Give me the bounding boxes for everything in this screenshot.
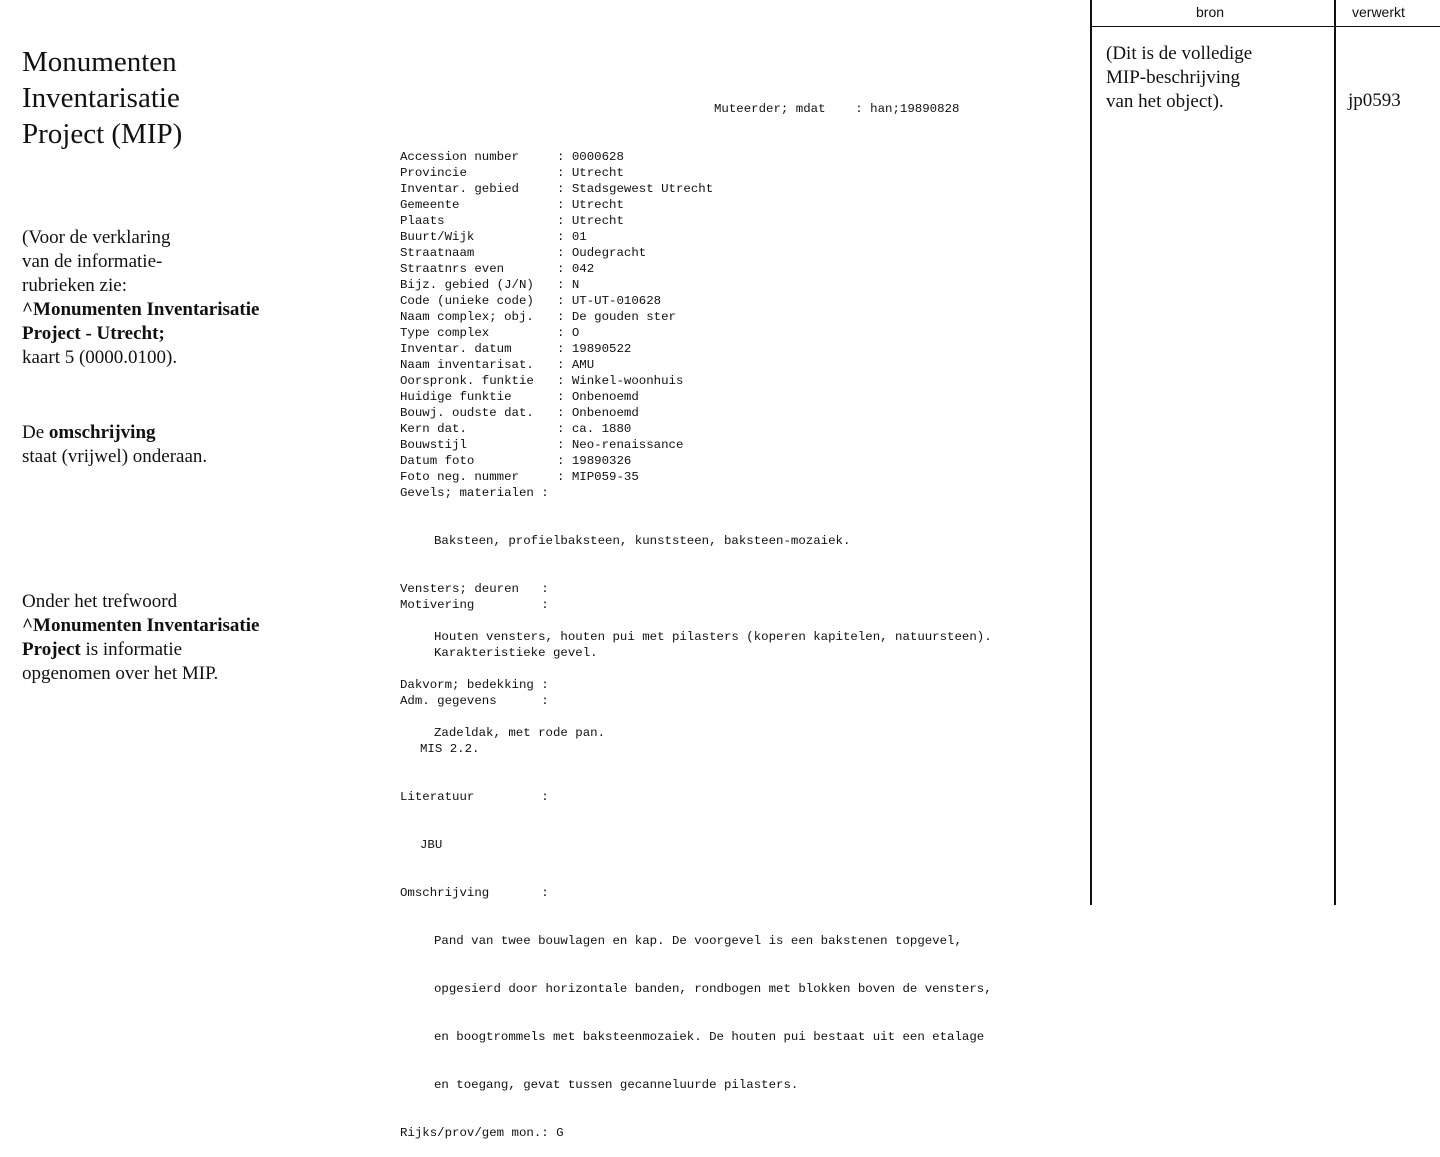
field-value: : Winkel-woonhuis xyxy=(557,374,684,388)
field-value: : 19890522 xyxy=(557,342,632,356)
field-value: MIS 2.2. xyxy=(420,742,480,756)
field-value: : Utrecht xyxy=(557,214,624,228)
field-value: : 19890326 xyxy=(557,454,632,468)
field-value: : UT-UT-010628 xyxy=(557,294,662,308)
field-value: : 0000628 xyxy=(557,150,624,164)
reference-note xyxy=(22,226,259,370)
note-line: opgenomen over het MIP. xyxy=(22,663,219,684)
field-value: : N xyxy=(557,278,580,292)
bron-line: MIP-beschrijving xyxy=(1106,67,1241,88)
muteerder-field: Muteerder; mdat : han;19890828 xyxy=(714,102,960,116)
field-label: Literatuur : xyxy=(400,790,549,804)
field-value: Karakteristieke gevel. xyxy=(434,646,598,660)
field-row xyxy=(400,389,713,405)
verwerkt-header: verwerkt xyxy=(1352,4,1405,20)
field-value: : MIP059-35 xyxy=(557,470,639,484)
field-label: Kern dat. xyxy=(400,422,467,436)
field-row xyxy=(400,293,713,309)
field-row xyxy=(400,213,713,229)
field-label: Bouwj. oudste dat. xyxy=(400,406,534,420)
field-row xyxy=(400,261,713,277)
verwerkt-code: jp0593 xyxy=(1348,90,1401,111)
field-label: Inventar. datum xyxy=(400,342,512,356)
field-list xyxy=(400,149,713,485)
field-value: : O xyxy=(557,326,580,340)
field-label: Oorspronk. funktie xyxy=(400,374,534,388)
reference-link[interactable]: Project xyxy=(22,639,81,660)
field-label: Buurt/Wijk xyxy=(400,230,475,244)
note-line: rubrieken zie: xyxy=(22,275,127,296)
description-line: en boogtrommels met baksteenmozaiek. De houten pui bestaat uit een etalage xyxy=(434,1030,985,1044)
field-row xyxy=(400,309,713,325)
field-label: Bijz. gebied (J/N) xyxy=(400,278,534,292)
motivation-section xyxy=(400,565,992,1157)
column-divider xyxy=(1334,0,1336,905)
field-label: Adm. gegevens : xyxy=(400,694,549,708)
column-divider xyxy=(1090,0,1092,905)
field-value: : Utrecht xyxy=(557,198,624,212)
field-row xyxy=(400,197,713,213)
field-value: : AMU xyxy=(557,358,595,372)
bron-text xyxy=(1106,42,1326,114)
field-row xyxy=(400,229,713,245)
field-row xyxy=(400,245,713,261)
field-label: Gevels; materialen : xyxy=(400,486,549,500)
field-label: Huidige funktie xyxy=(400,390,512,404)
field-value: : De gouden ster xyxy=(557,310,676,324)
note-line: kaart 5 (0000.0100). xyxy=(22,347,178,368)
note-bold: omschrijving xyxy=(48,422,156,443)
field-value: : Utrecht xyxy=(557,166,624,180)
field-value: : 042 xyxy=(557,262,595,276)
field-row xyxy=(400,277,713,293)
field-value: JBU xyxy=(420,838,443,852)
field-label: Straatnrs even xyxy=(400,262,505,276)
reference-link[interactable]: ^Monumenten Inventarisatie xyxy=(22,615,260,636)
field-row xyxy=(400,357,713,373)
description-note xyxy=(22,421,207,469)
field-row xyxy=(400,165,713,181)
field-value: : ca. 1880 xyxy=(557,422,632,436)
field-label: Straatnaam xyxy=(400,246,475,260)
field-value: Zadeldak, met rode pan. xyxy=(434,726,606,740)
field-label: Omschrijving : xyxy=(400,886,549,900)
field-label: Foto neg. nummer xyxy=(400,470,519,484)
reference-link[interactable]: ^Monumenten Inventarisatie xyxy=(22,299,260,320)
title-line: Monumenten xyxy=(22,46,177,78)
field-row xyxy=(400,325,713,341)
field-value: Baksteen, profielbaksteen, kunststeen, baksteen-mozaiek. xyxy=(434,534,851,548)
field-label: Accession number xyxy=(400,150,519,164)
field-label: Plaats xyxy=(400,214,445,228)
field-label: Inventar. gebied xyxy=(400,182,519,196)
field-row xyxy=(400,149,713,165)
field-value: : 01 xyxy=(557,230,587,244)
field-label: Vensters; deuren : xyxy=(400,582,549,596)
field-label: Type complex xyxy=(400,326,490,340)
title-line: Project (MIP) xyxy=(22,118,183,150)
reference-link[interactable]: Project - Utrecht; xyxy=(22,323,165,344)
header-divider xyxy=(1090,26,1440,27)
field-label: Bouwstijl xyxy=(400,438,467,452)
note-line: (Voor de verklaring xyxy=(22,227,171,248)
field-value: : Onbenoemd xyxy=(557,406,639,420)
title-line: Inventarisatie xyxy=(22,82,180,114)
field-row xyxy=(400,421,713,437)
bron-header: bron xyxy=(1196,4,1225,20)
field-row xyxy=(400,341,713,357)
field-label: Datum foto xyxy=(400,454,475,468)
field-value: : Onbenoemd xyxy=(557,390,639,404)
field-row xyxy=(400,373,713,389)
field-value: Houten vensters, houten pui met pilasters (koperen kapitelen, natuursteen). xyxy=(434,630,992,644)
note-line: Onder het trefwoord xyxy=(22,591,178,612)
description-line: opgesierd door horizontale banden, rondbogen met blokken boven de vensters, xyxy=(434,982,992,996)
field-label: Dakvorm; bedekking : xyxy=(400,678,549,692)
field-row xyxy=(400,405,713,421)
bron-line: (Dit is de volledige xyxy=(1106,43,1253,64)
field-value: : Stadsgewest Utrecht xyxy=(557,182,714,196)
field-label: Provincie xyxy=(400,166,467,180)
document-title xyxy=(22,44,322,152)
field-value: : Oudegracht xyxy=(557,246,647,260)
record-fields xyxy=(400,101,960,501)
field-label: Code (unieke code) xyxy=(400,294,534,308)
field-label: Motivering : xyxy=(400,598,549,612)
note-text: is informatie xyxy=(80,639,183,660)
description-line: en toegang, gevat tussen gecanneluurde pilasters. xyxy=(434,1078,799,1092)
note-line: staat (vrijwel) onderaan. xyxy=(22,446,208,467)
field-row xyxy=(400,437,713,453)
note-line: van de informatie- xyxy=(22,251,163,272)
field-value: : Neo-renaissance xyxy=(557,438,684,452)
field-label: Naam complex; obj. xyxy=(400,310,534,324)
field-label: Gemeente xyxy=(400,198,460,212)
bron-line: van het object). xyxy=(1106,91,1224,112)
field-label: Naam inventarisat. xyxy=(400,358,534,372)
keyword-note xyxy=(22,590,259,686)
note-text: De xyxy=(22,422,49,443)
field-label: Rijks/prov/gem mon.: G xyxy=(400,1126,564,1140)
description-line: Pand van twee bouwlagen en kap. De voorgevel is een bakstenen topgevel, xyxy=(434,934,962,948)
field-row xyxy=(400,181,713,197)
